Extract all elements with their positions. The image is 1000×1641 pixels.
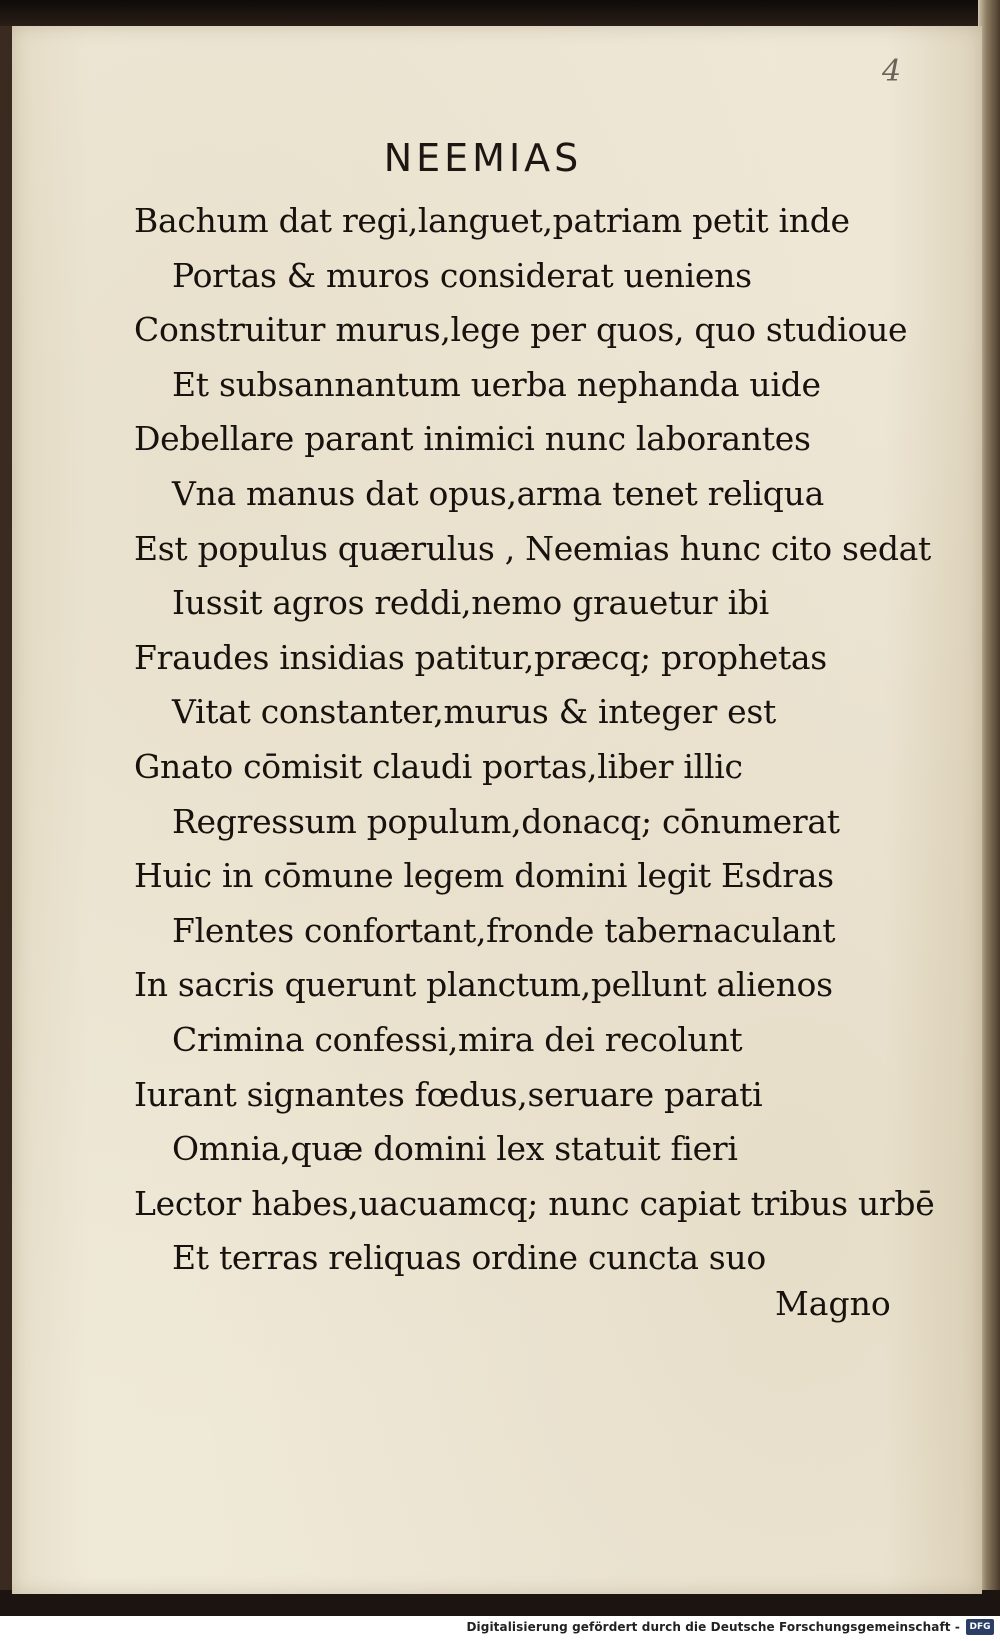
verse-line: Iussit agros reddi,nemo grauetur ibi (172, 583, 769, 623)
verse-line: Bachum dat regi,languet,patriam petit inde (134, 201, 850, 240)
dfg-logo: DFG (966, 1619, 994, 1635)
verse-line: Debellare parant inimici nunc laborantes (134, 419, 811, 459)
verse-line: Portas & muros considerat ueniens (172, 255, 752, 295)
verse-line: Et terras reliquas ordine cuncta suo (172, 1238, 766, 1278)
verse-line: Vna manus dat opus,arma tenet reliqua (172, 473, 824, 513)
book-page (12, 26, 982, 1594)
verse-line: Lector habes,uacuamcq; nunc capiat tribus urbē (134, 1183, 935, 1223)
verse-line: Construitur murus,lege per quos, quo studioue (134, 310, 908, 350)
scan-top-edge (0, 0, 1000, 26)
verse-line: Regressum populum,donacq; cōnumerat (172, 801, 840, 841)
verse-line: Gnato cōmisit claudi portas,liber illic (134, 746, 743, 786)
verse-line: Huic in cōmune legem domini legit Esdras (134, 856, 834, 896)
verse-line: In sacris querunt planctum,pellunt alienos (134, 965, 833, 1005)
folio-number: 4 (882, 54, 902, 89)
verse-line: Flentes confortant,fronde tabernaculant (172, 910, 836, 950)
verse-block (134, 194, 935, 1286)
verse-line: Iurant signantes fœdus,seruare parati (134, 1074, 763, 1114)
catchword: Magno (775, 1284, 891, 1323)
verse-line: Et subsannantum uerba nephanda uide (172, 364, 821, 404)
verse-line: Omnia,quæ domini lex statuit fieri (172, 1129, 738, 1169)
verse-line: Fraudes insidias patitur,præcq; prophetas (134, 637, 827, 677)
verse-line: Vitat constanter,murus & integer est (172, 692, 776, 732)
funding-credit: Digitalisierung gefördert durch die Deutsche Forschungsgemeinschaft - (466, 1620, 960, 1634)
running-head: NEEMIAS (383, 136, 583, 180)
verse-line: Est populus quærulus , Neemias hunc cito sedat (134, 528, 932, 568)
verse-line: Crimina confessi,mira dei recolunt (172, 1019, 743, 1059)
